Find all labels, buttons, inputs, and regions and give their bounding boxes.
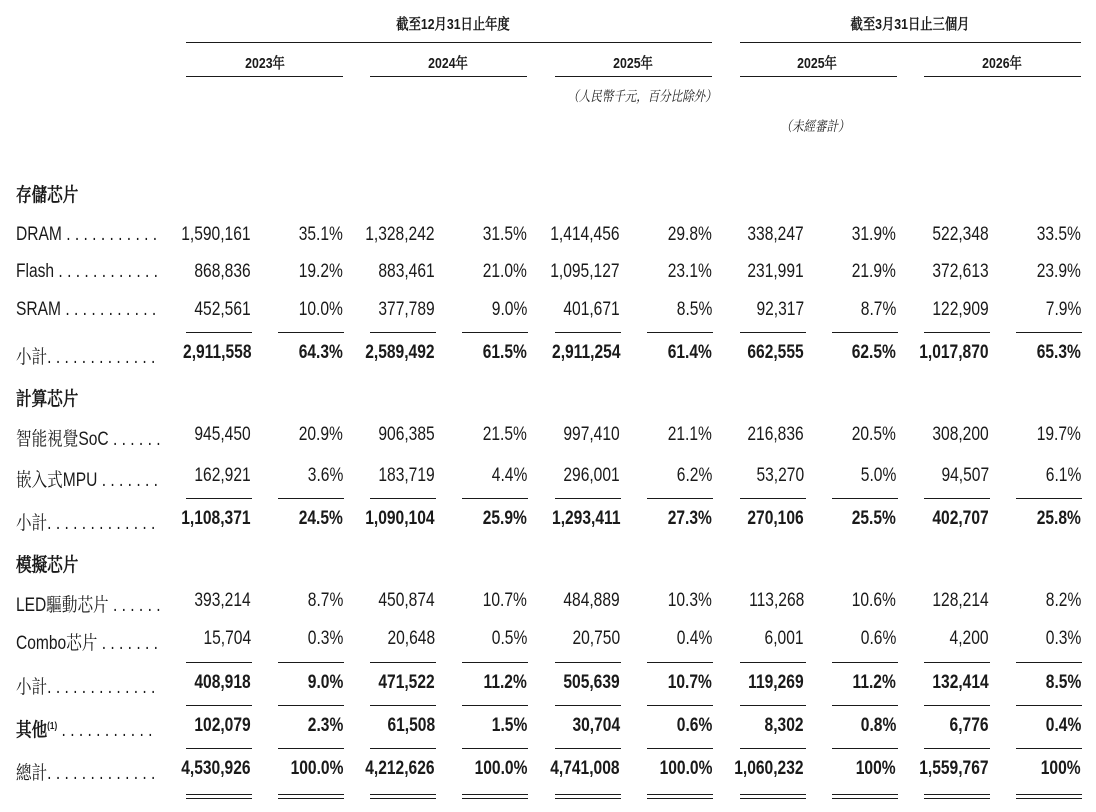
subtotal-rule (924, 498, 990, 499)
subtotal-rule (186, 705, 252, 706)
year-rule (186, 76, 343, 77)
amount-cell: 1,095,127 (550, 261, 620, 282)
amount-cell: 2,911,254 (551, 342, 620, 363)
percent-cell: 65.3% (1036, 342, 1081, 363)
subtotal-rule (647, 705, 713, 706)
percent-cell: 24.5% (298, 508, 343, 529)
row-label: 小計. . . . . . . . . . . . . (16, 677, 156, 698)
subtotal-rule (1016, 332, 1082, 333)
percent-cell: 3.6% (307, 465, 343, 486)
total-double-rule (555, 794, 621, 799)
amount-cell: 2,589,492 (365, 342, 435, 363)
year-2023: 2023年 (245, 55, 285, 72)
amount-cell: 402,707 (932, 508, 989, 529)
subtotal-rule (740, 498, 806, 499)
amount-cell: 296,001 (563, 465, 620, 486)
percent-cell: 100.0% (659, 758, 712, 779)
amount-cell: 471,522 (378, 672, 435, 693)
amount-cell: 61,508 (387, 715, 435, 736)
percent-cell: 23.9% (1036, 261, 1081, 282)
percent-cell: 61.4% (667, 342, 712, 363)
percent-cell: 20.9% (298, 424, 343, 445)
amount-cell: 2,911,558 (182, 342, 251, 363)
amount-cell: 868,836 (194, 261, 251, 282)
subtotal-rule (555, 498, 621, 499)
percent-cell: 0.3% (1045, 628, 1081, 649)
subtotal-rule (186, 748, 252, 749)
amount-cell: 132,414 (932, 672, 989, 693)
amount-cell: 997,410 (563, 424, 620, 445)
subtotal-rule (462, 332, 528, 333)
percent-cell: 7.9% (1045, 299, 1081, 320)
subtotal-rule (1016, 498, 1082, 499)
amount-cell: 122,909 (932, 299, 989, 320)
amount-cell: 162,921 (194, 465, 251, 486)
footnote-marker: (1) (47, 721, 58, 732)
row-label: DRAM . . . . . . . . . . . (16, 224, 158, 245)
amount-cell: 484,889 (563, 590, 620, 611)
percent-cell: 11.2% (852, 672, 896, 693)
percent-cell: 100.0% (474, 758, 527, 779)
percent-cell: 61.5% (482, 342, 527, 363)
subtotal-rule (924, 662, 990, 663)
amount-cell: 452,561 (194, 299, 251, 320)
total-double-rule (832, 794, 898, 799)
amount-cell: 6,001 (765, 628, 804, 649)
percent-cell: 10.6% (851, 590, 896, 611)
amount-cell: 270,106 (747, 508, 804, 529)
percent-cell: 0.6% (860, 628, 896, 649)
percent-cell: 20.5% (851, 424, 896, 445)
amount-cell: 338,247 (747, 224, 804, 245)
year-rule (924, 76, 1081, 77)
year-2025-q1: 2025年 (797, 55, 837, 72)
subtotal-rule (924, 748, 990, 749)
amount-cell: 372,613 (932, 261, 989, 282)
amount-cell: 53,270 (756, 465, 804, 486)
total-double-rule (186, 794, 252, 799)
percent-cell: 4.4% (491, 465, 527, 486)
amount-cell: 94,507 (941, 465, 989, 486)
percent-cell: 1.5% (491, 715, 527, 736)
subtotal-rule (370, 705, 436, 706)
subtotal-rule (370, 498, 436, 499)
percent-cell: 21.0% (482, 261, 527, 282)
amount-cell: 1,328,242 (365, 224, 435, 245)
subtotal-rule (740, 705, 806, 706)
percent-cell: 10.7% (667, 672, 712, 693)
amount-cell: 128,214 (932, 590, 989, 611)
subtotal-rule (647, 498, 713, 499)
total-double-rule (278, 794, 344, 799)
percent-cell: 8.2% (1045, 590, 1081, 611)
amount-cell: 1,590,161 (181, 224, 251, 245)
subtotal-rule (1016, 662, 1082, 663)
amount-cell: 1,559,767 (919, 758, 989, 779)
percent-cell: 9.0% (307, 672, 343, 693)
total-double-rule (462, 794, 528, 799)
amount-cell: 1,108,371 (181, 508, 251, 529)
percent-cell: 11.2% (483, 672, 527, 693)
subtotal-rule (832, 748, 898, 749)
amount-cell: 6,776 (950, 715, 989, 736)
percent-cell: 0.3% (307, 628, 343, 649)
row-label-text: 其他 (16, 720, 48, 741)
total-double-rule (740, 794, 806, 799)
header-quarter-rule (740, 42, 1081, 43)
subtotal-rule (462, 748, 528, 749)
subtotal-rule (924, 332, 990, 333)
amount-cell: 450,874 (378, 590, 435, 611)
year-rule (740, 76, 897, 77)
percent-cell: 31.5% (482, 224, 527, 245)
percent-cell: 19.7% (1036, 424, 1081, 445)
total-double-rule (647, 794, 713, 799)
amount-cell: 119,269 (748, 672, 804, 693)
amount-cell: 408,918 (194, 672, 251, 693)
subtotal-rule (647, 748, 713, 749)
percent-cell: 35.1% (298, 224, 343, 245)
percent-cell: 64.3% (298, 342, 343, 363)
percent-cell: 21.5% (482, 424, 527, 445)
percent-cell: 100.0% (290, 758, 343, 779)
row-label: 總計. . . . . . . . . . . . . (16, 763, 156, 784)
subtotal-rule (370, 748, 436, 749)
unit-note: （人民幣千元，百分比除外） (567, 88, 717, 104)
subtotal-rule (555, 332, 621, 333)
unaudited-note: （未經審計） (780, 118, 850, 134)
amount-cell: 308,200 (932, 424, 989, 445)
section-heading: 計算芯片 (16, 389, 79, 410)
year-rule (555, 76, 712, 77)
subtotal-rule (740, 662, 806, 663)
amount-cell: 4,200 (950, 628, 989, 649)
amount-cell: 1,060,232 (734, 758, 804, 779)
amount-cell: 393,214 (194, 590, 251, 611)
percent-cell: 25.9% (482, 508, 527, 529)
percent-cell: 8.5% (676, 299, 712, 320)
percent-cell: 10.3% (667, 590, 712, 611)
amount-cell: 4,530,926 (181, 758, 251, 779)
percent-cell: 8.7% (307, 590, 343, 611)
total-double-rule (924, 794, 990, 799)
percent-cell: 5.0% (860, 465, 896, 486)
percent-cell: 0.4% (1045, 715, 1081, 736)
subtotal-rule (186, 498, 252, 499)
amount-cell: 20,750 (572, 628, 620, 649)
amount-cell: 102,079 (194, 715, 251, 736)
amount-cell: 113,268 (748, 590, 804, 611)
row-label: 智能視覺SoC . . . . . . (16, 429, 161, 450)
amount-cell: 4,212,626 (365, 758, 435, 779)
percent-cell: 6.2% (676, 465, 712, 486)
year-2025: 2025年 (613, 55, 653, 72)
header-quarter-group: 截至3月31日止三個月 (850, 16, 970, 33)
amount-cell: 1,414,456 (550, 224, 620, 245)
percent-cell: 6.1% (1045, 465, 1081, 486)
amount-cell: 30,704 (572, 715, 620, 736)
row-label: 小計. . . . . . . . . . . . . (16, 347, 156, 368)
subtotal-rule (647, 332, 713, 333)
row-label: LED驅動芯片 . . . . . . (16, 595, 161, 616)
amount-cell: 883,461 (378, 261, 435, 282)
subtotal-rule (1016, 748, 1082, 749)
percent-cell: 62.5% (851, 342, 896, 363)
percent-cell: 2.3% (307, 715, 343, 736)
amount-cell: 231,991 (747, 261, 804, 282)
amount-cell: 20,648 (387, 628, 435, 649)
subtotal-rule (462, 662, 528, 663)
subtotal-rule (555, 662, 621, 663)
percent-cell: 21.9% (851, 261, 896, 282)
amount-cell: 906,385 (378, 424, 435, 445)
subtotal-rule (740, 748, 806, 749)
percent-cell: 0.5% (491, 628, 527, 649)
header-year-rule (186, 42, 712, 43)
section-heading: 存儲芯片 (16, 185, 79, 206)
amount-cell: 522,348 (932, 224, 989, 245)
subtotal-rule (832, 498, 898, 499)
percent-cell: 25.5% (851, 508, 896, 529)
subtotal-rule (832, 705, 898, 706)
subtotal-rule (832, 662, 898, 663)
amount-cell: 8,302 (765, 715, 804, 736)
subtotal-rule (647, 662, 713, 663)
total-double-rule (370, 794, 436, 799)
percent-cell: 27.3% (667, 508, 712, 529)
row-label: 小計. . . . . . . . . . . . . (16, 513, 156, 534)
amount-cell: 945,450 (194, 424, 251, 445)
subtotal-rule (278, 662, 344, 663)
percent-cell: 10.0% (298, 299, 343, 320)
subtotal-rule (832, 332, 898, 333)
row-label: 嵌入式MPU . . . . . . . (16, 470, 158, 491)
subtotal-rule (1016, 705, 1082, 706)
subtotal-rule (555, 748, 621, 749)
amount-cell: 1,017,870 (919, 342, 989, 363)
percent-cell: 19.2% (298, 261, 343, 282)
percent-cell: 0.4% (676, 628, 712, 649)
subtotal-rule (924, 705, 990, 706)
amount-cell: 15,704 (203, 628, 251, 649)
amount-cell: 216,836 (747, 424, 804, 445)
section-heading: 模擬芯片 (16, 555, 79, 576)
subtotal-rule (278, 332, 344, 333)
amount-cell: 505,639 (563, 672, 620, 693)
amount-cell: 662,555 (747, 342, 804, 363)
subtotal-rule (370, 332, 436, 333)
percent-cell: 10.7% (482, 590, 527, 611)
row-label-dots: . . . . . . . . . . . (57, 720, 153, 741)
year-2024: 2024年 (428, 55, 468, 72)
total-double-rule (1016, 794, 1082, 799)
percent-cell: 29.8% (667, 224, 712, 245)
subtotal-rule (555, 705, 621, 706)
subtotal-rule (186, 332, 252, 333)
percent-cell: 21.1% (667, 424, 712, 445)
percent-cell: 31.9% (851, 224, 896, 245)
percent-cell: 8.7% (860, 299, 896, 320)
amount-cell: 4,741,008 (550, 758, 620, 779)
row-label: SRAM . . . . . . . . . . . (16, 299, 157, 320)
subtotal-rule (186, 662, 252, 663)
amount-cell: 401,671 (563, 299, 620, 320)
subtotal-rule (462, 498, 528, 499)
amount-cell: 1,090,104 (365, 508, 435, 529)
percent-cell: 8.5% (1045, 672, 1081, 693)
subtotal-rule (278, 705, 344, 706)
percent-cell: 25.8% (1036, 508, 1081, 529)
percent-cell: 9.0% (491, 299, 527, 320)
amount-cell: 377,789 (378, 299, 435, 320)
subtotal-rule (278, 498, 344, 499)
year-2026-q1: 2026年 (982, 55, 1022, 72)
subtotal-rule (740, 332, 806, 333)
subtotal-rule (370, 662, 436, 663)
amount-cell: 92,317 (756, 299, 804, 320)
percent-cell: 23.1% (667, 261, 712, 282)
amount-cell: 1,293,411 (551, 508, 620, 529)
subtotal-rule (462, 705, 528, 706)
percent-cell: 0.8% (860, 715, 896, 736)
row-label (16, 715, 152, 742)
row-label: Combo芯片 . . . . . . . (16, 633, 158, 654)
percent-cell: 33.5% (1036, 224, 1081, 245)
percent-cell: 100% (1041, 758, 1081, 779)
percent-cell: 0.6% (676, 715, 712, 736)
subtotal-rule (278, 748, 344, 749)
amount-cell: 183,719 (378, 465, 435, 486)
year-rule (370, 76, 527, 77)
row-label: Flash . . . . . . . . . . . . (16, 261, 158, 282)
header-year-group: 截至12月31日止年度 (396, 16, 510, 33)
percent-cell: 100% (856, 758, 896, 779)
